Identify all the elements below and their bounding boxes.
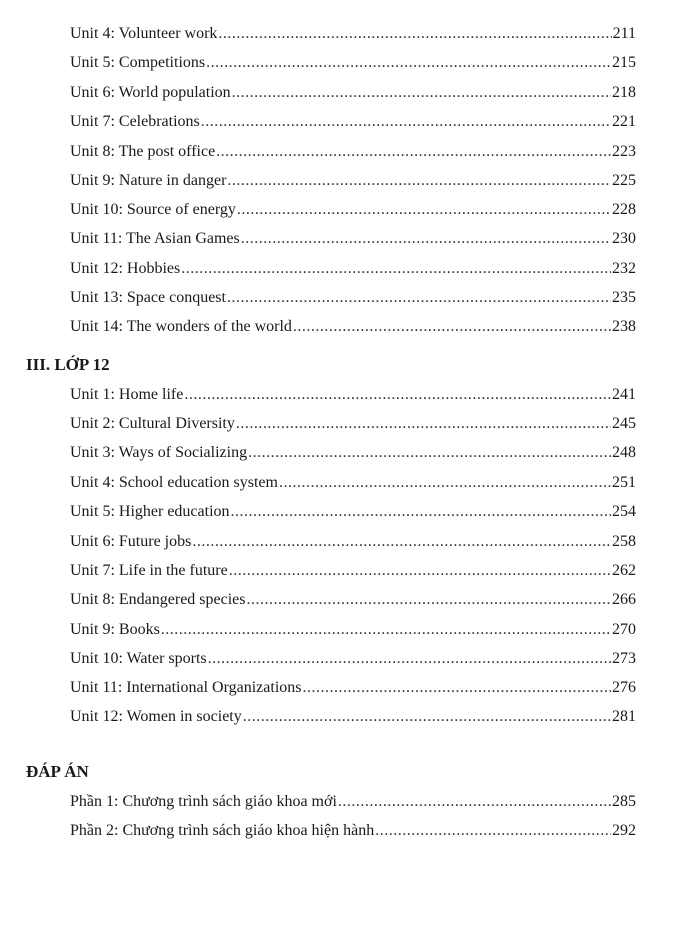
toc-entry-lop11-unit5	[70, 52, 636, 74]
toc-dot-leader	[192, 531, 611, 553]
toc-entry-title: Unit 8: The post office	[70, 143, 216, 160]
toc-entry-lop11-unit4	[70, 23, 636, 45]
toc-dot-leader	[232, 82, 611, 104]
toc-entry-lop12-unit8	[70, 589, 636, 611]
toc-dot-leader	[237, 199, 611, 221]
toc-entry-page: 245	[612, 415, 636, 432]
toc-entry-lop11-unit12	[70, 258, 636, 280]
toc-dot-leader	[231, 501, 611, 523]
toc-entry-title: Unit 1: Home life	[70, 386, 184, 403]
toc-dot-leader	[303, 677, 612, 699]
toc-entry-title: Unit 11: The Asian Games	[70, 230, 240, 247]
toc-entry-page: 254	[612, 503, 636, 520]
toc-entry-title: Unit 2: Cultural Diversity	[70, 415, 235, 432]
toc-entry-page: 235	[612, 289, 636, 306]
toc-entry-page: 273	[612, 650, 636, 667]
section-heading-dap-an: ĐÁP ÁN	[26, 762, 89, 781]
toc-entry-page: 266	[612, 591, 636, 608]
toc-entry-page: 251	[612, 474, 636, 491]
toc-entry-title: Unit 8: Endangered species	[70, 591, 246, 608]
toc-dot-leader	[208, 648, 611, 670]
toc-entry-title: Unit 5: Competitions	[70, 54, 206, 71]
toc-dot-leader	[227, 287, 611, 309]
toc-dot-leader	[227, 170, 611, 192]
toc-dot-leader	[206, 52, 611, 74]
toc-entry-page: 211	[612, 25, 636, 42]
toc-entry-page: 230	[612, 230, 636, 247]
toc-entry-page: 228	[612, 201, 636, 218]
toc-entry-title: Unit 10: Water sports	[70, 650, 207, 667]
toc-entry-lop12-unit9	[70, 619, 636, 641]
toc-entry-title: Unit 3: Ways of Socializing	[70, 444, 248, 461]
toc-entry-lop11-unit13	[70, 287, 636, 309]
toc-entry-title: Unit 11: International Organizations	[70, 679, 302, 696]
toc-entry-lop12-unit7	[70, 560, 636, 582]
toc-entry-title: Unit 6: World population	[70, 84, 231, 101]
toc-dot-leader	[279, 472, 611, 494]
toc-dot-leader	[216, 141, 611, 163]
toc-dot-leader	[338, 791, 611, 813]
toc-entry-page: 262	[612, 562, 636, 579]
toc-entry-page: 225	[612, 172, 636, 189]
toc-entry-lop12-unit6	[70, 531, 636, 553]
toc-entry-title: Unit 4: Volunteer work	[70, 25, 218, 42]
toc-entry-lop11-unit9	[70, 170, 636, 192]
toc-entry-lop12-unit5	[70, 501, 636, 523]
toc-dot-leader	[247, 589, 612, 611]
toc-dot-leader	[218, 23, 611, 45]
toc-entry-lop12-unit3	[70, 442, 636, 464]
toc-entry-lop12-unit1	[70, 384, 636, 406]
toc-entry-page: 241	[612, 386, 636, 403]
toc-entry-page: 223	[612, 143, 636, 160]
toc-entry-title: Unit 5: Higher education	[70, 503, 230, 520]
toc-entry-page: 281	[612, 708, 636, 725]
toc-entry-lop12-unit10	[70, 648, 636, 670]
toc-entry-page: 215	[612, 54, 636, 71]
toc-entry-title: Unit 7: Life in the future	[70, 562, 228, 579]
toc-entry-title: Unit 13: Space conquest	[70, 289, 226, 306]
toc-entry-page: 218	[612, 84, 636, 101]
toc-entry-dap-an-phan2	[70, 820, 636, 842]
toc-entry-title: Unit 7: Celebrations	[70, 113, 200, 130]
toc-dot-leader	[184, 384, 611, 406]
toc-dot-leader	[248, 442, 611, 464]
toc-entry-dap-an-phan1	[70, 791, 636, 813]
toc-entry-lop11-unit11	[70, 228, 636, 250]
toc-entry-lop12-unit2	[70, 413, 636, 435]
toc-dot-leader	[161, 619, 611, 641]
toc-entry-page: 232	[612, 260, 636, 277]
toc-dot-leader	[241, 228, 611, 250]
toc-entry-page: 285	[612, 793, 636, 810]
toc-entry-page: 238	[612, 318, 636, 335]
toc-entry-title: Unit 4: School education system	[70, 474, 278, 491]
toc-entry-title: Unit 9: Nature in danger	[70, 172, 227, 189]
toc-dot-leader	[243, 706, 611, 728]
toc-entry-page: 221	[612, 113, 636, 130]
toc-entry-title: Unit 12: Hobbies	[70, 260, 181, 277]
toc-entry-lop11-unit8	[70, 141, 636, 163]
toc-entry-title: Unit 9: Books	[70, 621, 160, 638]
toc-entry-lop12-unit11	[70, 677, 636, 699]
toc-entry-title: Unit 14: The wonders of the world	[70, 318, 292, 335]
toc-entry-lop11-unit10	[70, 199, 636, 221]
toc-entry-title: Unit 6: Future jobs	[70, 533, 192, 550]
section-heading-lop12: III. LỚP 12	[26, 355, 110, 374]
toc-entry-lop11-unit6	[70, 82, 636, 104]
toc-dot-leader	[201, 111, 611, 133]
toc-entry-title: Phần 2: Chương trình sách giáo khoa hiện hành	[70, 822, 375, 839]
toc-entry-lop12-unit12	[70, 706, 636, 728]
toc-entry-title: Unit 12: Women in society	[70, 708, 242, 725]
toc-dot-leader	[375, 820, 611, 842]
toc-dot-leader	[181, 258, 611, 280]
toc-dot-leader	[293, 316, 611, 338]
toc-entry-page: 248	[612, 444, 636, 461]
toc-entry-page: 292	[612, 822, 636, 839]
toc-entry-lop11-unit14	[70, 316, 636, 338]
toc-entry-page: 258	[612, 533, 636, 550]
toc-entry-title: Unit 10: Source of energy	[70, 201, 236, 218]
toc-entry-page: 270	[612, 621, 636, 638]
toc-entry-lop11-unit7	[70, 111, 636, 133]
toc-dot-leader	[236, 413, 611, 435]
toc-entry-lop12-unit4	[70, 472, 636, 494]
toc-entry-title: Phần 1: Chương trình sách giáo khoa mới	[70, 793, 337, 810]
toc-entry-page: 276	[612, 679, 636, 696]
toc-dot-leader	[229, 560, 611, 582]
